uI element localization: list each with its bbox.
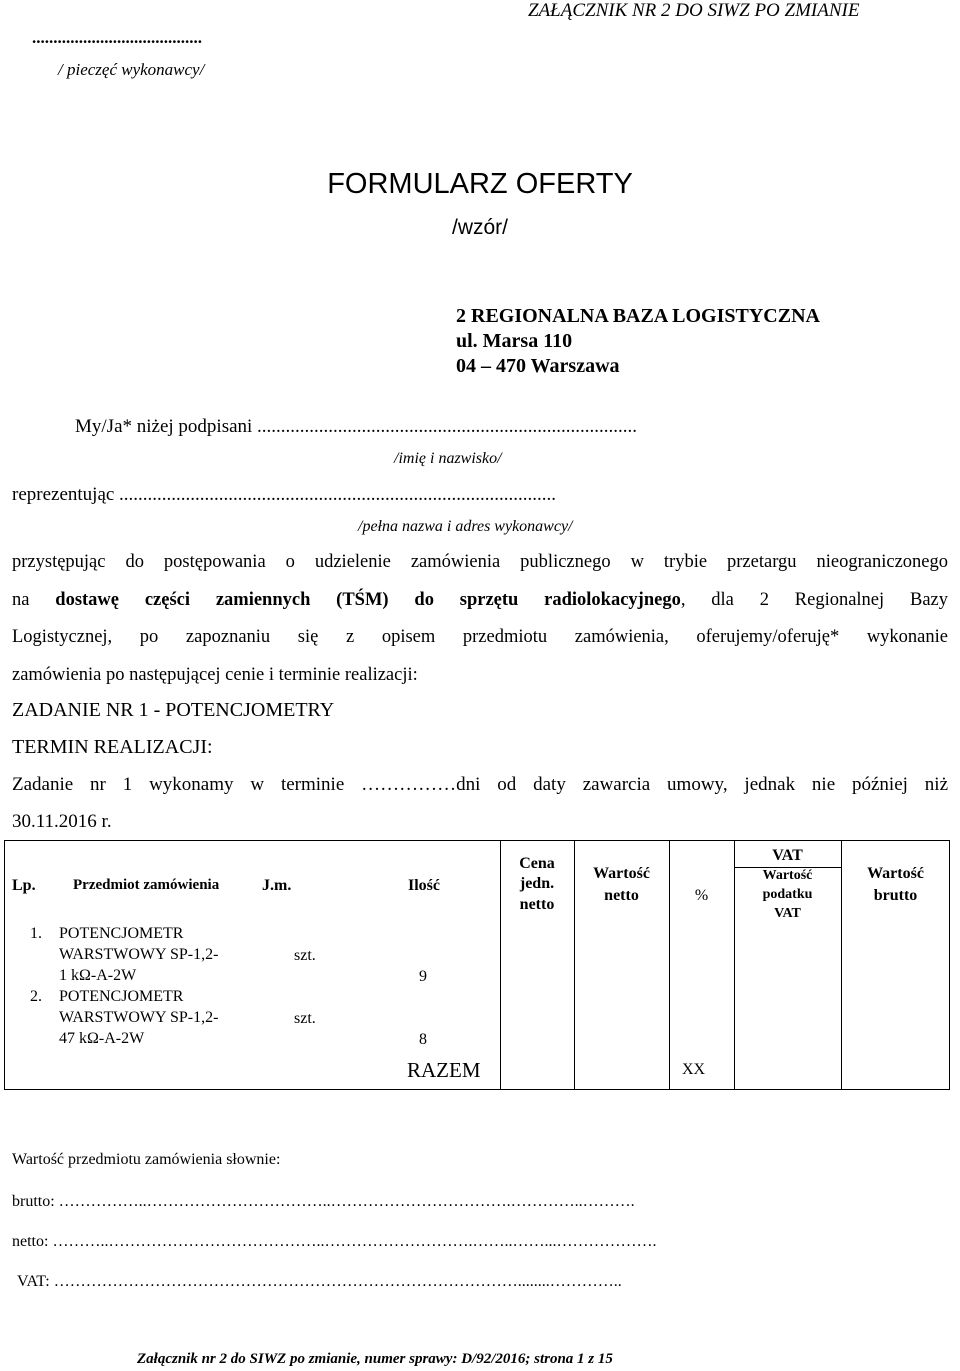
page-footer: Załącznik nr 2 do SIWZ po zmianie, numer sprawy: D/92/2016; strona 1 z 15: [137, 1351, 613, 1367]
row-2-unit: szt.: [294, 1010, 316, 1027]
brutto-line: brutto: ……………..……………………………..…………………………….…………..……….: [12, 1193, 635, 1210]
row-2-subject-line-1: POTENCJOMETR: [59, 988, 184, 1005]
term-label: TERMIN REALIZACJI:: [12, 736, 213, 758]
row-1-subject-line-1: POTENCJOMETR: [59, 925, 184, 942]
header-vat-value-2: podatku: [762, 887, 813, 902]
header-qty: Ilość: [408, 877, 440, 894]
row-1-qty: 9: [419, 968, 427, 985]
words-label: Wartość przedmiotu zamówienia słownie:: [12, 1151, 281, 1168]
row-2-qty: 8: [419, 1031, 427, 1048]
recipient-city: 04 – 470 Warszawa: [456, 355, 620, 377]
intro-suffix: , dla 2 Regionalnej Bazy: [680, 590, 948, 610]
row-1-subject-line-3: 1 kΩ-A-2W: [59, 967, 137, 984]
row-2-subject-line-2: WARSTWOWY SP-1,2-: [59, 1009, 219, 1026]
row-1-lp: 1.: [30, 925, 42, 942]
recipient-street: ul. Marsa 110: [456, 330, 573, 352]
stamp-label: / pieczęć wykonawcy/: [58, 60, 205, 79]
header-unit: J.m.: [262, 877, 292, 894]
intro-subject: dostawę części zamiennych (TŚM) do sprzętu radiolokacyjnego: [55, 590, 681, 610]
table-divider: [669, 840, 670, 1090]
header-vat-value-3: VAT: [774, 906, 801, 921]
name-label: /imię i nazwisko/: [394, 450, 502, 467]
intro-line-4: zamówienia po następującej cenie i terminie realizacji:: [12, 665, 418, 685]
row-1-subject-line-2: WARSTWOWY SP-1,2-: [59, 946, 219, 963]
header-vat: VAT: [772, 847, 803, 864]
header-lp: Lp.: [12, 877, 36, 894]
row-2-subject-line-3: 47 kΩ-A-2W: [59, 1030, 145, 1047]
header-price-2: jedn.: [519, 875, 555, 892]
intro-prefix: na: [12, 590, 56, 610]
header-net-1: Wartość: [593, 865, 650, 882]
task-title: ZADANIE NR 1 - POTENCJOMETRY: [12, 699, 335, 721]
header-gross-2: brutto: [873, 887, 918, 904]
header-price-3: netto: [519, 896, 555, 913]
header-gross-1: Wartość: [867, 865, 924, 882]
row-2-lp: 2.: [30, 988, 42, 1005]
header-vat-value-1: Wartość: [762, 868, 813, 883]
signatories-line: My/Ja* niżej podpisani ................................................................................: [75, 416, 638, 437]
deadline-line-2: 30.11.2016 r.: [12, 811, 112, 832]
deadline-line-1: Zadanie nr 1 wykonamy w terminie ……………dni od daty zawarcia umowy, jednak nie później niż: [12, 774, 948, 795]
header-price-1: Cena: [519, 855, 555, 872]
contractor-label: /pełna nazwa i adres wykonawcy/: [358, 518, 573, 535]
header-subject: Przedmiot zamówienia: [73, 877, 220, 893]
header-net-2: netto: [604, 887, 639, 904]
total-label: RAZEM: [407, 1058, 481, 1082]
annex-title: ZAŁĄCZNIK NR 2 DO SIWZ PO ZMIANIE: [528, 0, 860, 21]
row-1-unit: szt.: [294, 947, 316, 964]
netto-line: netto: ………..…………………………………..……………………….……..……...……………….: [12, 1233, 657, 1250]
intro-line-1: przystępując do postępowania o udzielenie zamówienia publicznego w trybie przetargu nieograniczonego: [12, 552, 948, 572]
representing-line: reprezentując ............................................................................................: [12, 484, 557, 505]
form-title: FORMULARZ OFERTY: [327, 168, 633, 200]
offer-table: [4, 840, 950, 1090]
intro-line-2: [12, 590, 948, 611]
total-xx: XX: [682, 1061, 706, 1078]
stamp-dots: ........................................: [32, 28, 202, 47]
header-percent: %: [694, 887, 709, 904]
vat-line: VAT: ……………………………………………………………………………........…………..: [17, 1273, 622, 1290]
form-subtitle: /wzór/: [451, 216, 508, 239]
recipient-name: 2 REGIONALNA BAZA LOGISTYCZNA: [456, 305, 820, 327]
intro-line-3: Logistycznej, po zapoznaniu się z opisem przedmiotu zamówienia, oferujemy/oferuję* wykonanie: [12, 627, 948, 647]
